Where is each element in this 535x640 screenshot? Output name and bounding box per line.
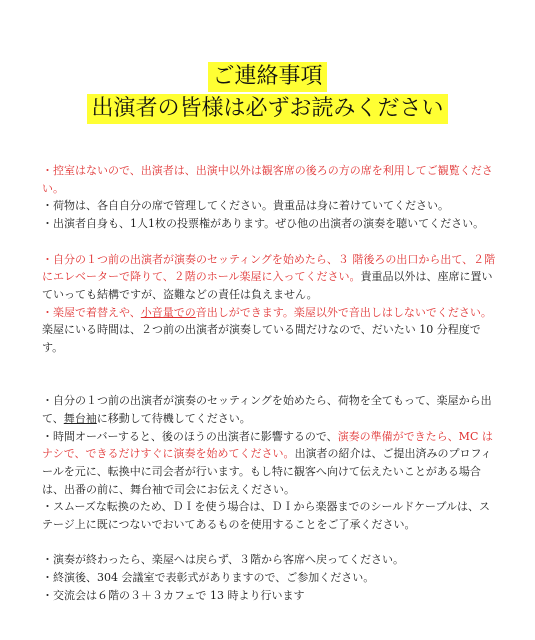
section3-para1 <box>42 392 500 427</box>
section2-para1-red: ・自分の１つ前の出演者が演奏のセッティングを始めたら、３ 階後ろの出口から出て、２階にエレベーターで降りて、２階のホール楽屋に入ってください。 <box>42 252 496 284</box>
section1-item2: ・荷物は、各自自分の席で管理してください。貴重品は身に着けていてください。 <box>42 199 449 213</box>
section2-para2-red-b: 音出しができます。楽屋以外で音出しはしないでください。 <box>195 305 492 319</box>
section1-item1: ・控室はないので、出演者は、出演中以外は観客席の後ろの方の席を利用してご観覧ください。 <box>42 164 493 195</box>
section3-para2-red: 演奏の準備ができたら、MC はナシで、できるだけすぐに演奏を始めてください。 <box>42 429 493 461</box>
section3-para1-a: ・自分の１つ前の出演者が演奏のセッティングを始めたら、荷物を全てもって、楽屋から出て、 <box>42 394 492 425</box>
section4-item2: ・終演後、304 会議室で表彰式がありますので、ご参加ください。 <box>42 571 375 585</box>
spacer <box>42 374 500 392</box>
spacer <box>42 357 500 375</box>
section1-item3: ・出演者自身も、1人1枚の投票権があります。ぜひ他の出演者の演奏を聴いてください。 <box>42 217 485 231</box>
title-line-1-wrap <box>0 62 535 92</box>
section3-para2-a: ・時間オーバーすると、後のほうの出演者に影響するので、 <box>42 429 338 443</box>
section3-para2 <box>42 428 500 499</box>
section2-para2-red-a: ・楽屋で着替えや、 <box>42 305 141 319</box>
spacer <box>42 233 500 251</box>
section2-para1-rest: 貴重品以外は、座席に置いていっても結構ですが、盗難などの責任は負えません。 <box>42 270 493 301</box>
section3-para1-underline: 舞台袖 <box>63 411 97 425</box>
section2-para1 <box>42 251 500 304</box>
section2-para2-rest: 楽屋にいる時間は、２つ前の出演者が演奏している間だけなので、だいたい 10 分程度です。 <box>42 323 481 355</box>
section3-para3: ・スムーズな転換のため、ＤＩを使う場合は、ＤＩから楽器までのシールドケーブルは、ステージ上に既につないでおいてあるものを使用することをご了承ください。 <box>42 500 491 532</box>
section2-para2-red-underline: 小音量での <box>140 305 196 319</box>
section3-para1-b: に移動して待機してください。 <box>96 411 251 425</box>
title-line-2: 出演者の皆様は必ずお読みください <box>87 94 447 124</box>
notice-body <box>42 162 500 605</box>
section4-item3: ・交流会は６階の３＋３カフェで 13 時より行います <box>42 588 305 602</box>
title-line-2-wrap <box>0 94 535 124</box>
title-line-1: ご連絡事項 <box>208 62 326 92</box>
spacer <box>42 534 500 552</box>
section3-para2-b: 出演者の紹介は、ご提出済みのプロフィールを元に、転換中に司会者が行います。もし特に観客へ向けて伝えたいことがある場合は、出番の前に、舞台袖で司会にお伝えください。 <box>42 447 492 496</box>
section4-item1: ・演奏が終わったら、楽屋へは戻らず、３階から客席へ戻ってください。 <box>42 553 405 567</box>
section2-para2 <box>42 304 500 357</box>
